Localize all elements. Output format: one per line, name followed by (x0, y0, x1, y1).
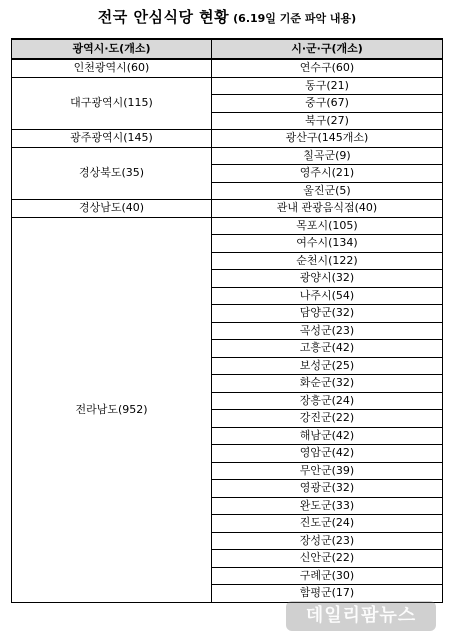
district-cell: 영암군(42) (212, 445, 443, 463)
district-cell: 광산구(145개소) (212, 130, 443, 148)
header-district: 시·군·구(개소) (212, 39, 443, 59)
region-cell: 인천광역시(60) (12, 59, 212, 77)
district-cell: 관내 관광음식점(40) (212, 200, 443, 218)
district-cell: 강진군(22) (212, 410, 443, 428)
region-cell: 대구광역시(115) (12, 77, 212, 130)
title-main: 전국 안심식당 현황 (97, 8, 230, 26)
district-cell: 함평군(17) (212, 585, 443, 603)
district-cell: 담양군(32) (212, 305, 443, 323)
restaurant-status-table (11, 38, 443, 603)
title-subtitle: (6.19일 기준 파악 내용) (233, 12, 357, 25)
district-cell: 고흥군(42) (212, 340, 443, 358)
table-row (12, 217, 443, 235)
district-cell: 무안군(39) (212, 462, 443, 480)
district-cell: 칠곡군(9) (212, 147, 443, 165)
page-title (0, 6, 454, 27)
district-cell: 울진군(5) (212, 182, 443, 200)
header-province: 광역시·도(개소) (12, 39, 212, 59)
district-cell: 진도군(24) (212, 515, 443, 533)
table-row (12, 147, 443, 165)
region-cell: 전라남도(952) (12, 217, 212, 602)
district-cell: 영광군(32) (212, 480, 443, 498)
region-cell: 광주광역시(145) (12, 130, 212, 148)
district-cell: 나주시(54) (212, 287, 443, 305)
district-cell: 순천시(122) (212, 252, 443, 270)
watermark-logo: 데일리팜뉴스 (286, 601, 436, 631)
district-cell: 영주시(21) (212, 165, 443, 183)
table-row (12, 200, 443, 218)
district-cell: 완도군(33) (212, 497, 443, 515)
district-cell: 신안군(22) (212, 550, 443, 568)
region-cell: 경상남도(40) (12, 200, 212, 218)
district-cell: 해남군(42) (212, 427, 443, 445)
district-cell: 북구(27) (212, 112, 443, 130)
district-cell: 목포시(105) (212, 217, 443, 235)
district-cell: 보성군(25) (212, 357, 443, 375)
district-cell: 구례군(30) (212, 567, 443, 585)
district-cell: 광양시(32) (212, 270, 443, 288)
table-body (12, 59, 443, 602)
district-cell: 연수구(60) (212, 59, 443, 77)
district-cell: 장성군(23) (212, 532, 443, 550)
district-cell: 여수시(134) (212, 235, 443, 253)
table-header-row (12, 39, 443, 59)
table-row (12, 130, 443, 148)
district-cell: 중구(67) (212, 95, 443, 113)
table-row (12, 59, 443, 77)
district-cell: 동구(21) (212, 77, 443, 95)
district-cell: 화순군(32) (212, 375, 443, 393)
table-row (12, 77, 443, 95)
district-cell: 곡성군(23) (212, 322, 443, 340)
district-cell: 장흥군(24) (212, 392, 443, 410)
region-cell: 경상북도(35) (12, 147, 212, 200)
